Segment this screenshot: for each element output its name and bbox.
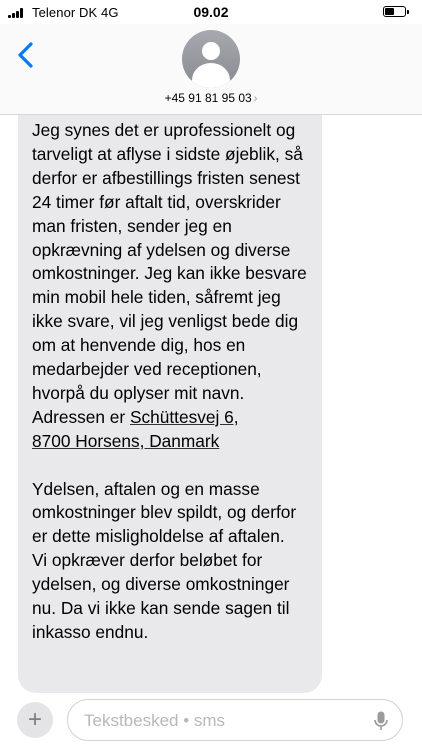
address-prefix: Adressen er: [32, 406, 130, 427]
address-link[interactable]: Schüttesvej 6,: [129, 406, 239, 427]
status-bar: [0, 0, 422, 24]
message-paragraph: Vi opkræver derfor beløbet for ydelsen, og diverse omkostninger nu. Da vi ikke kan sende sagen til inkasso endnu.: [32, 550, 290, 643]
contact-number: +45 91 81 95 03: [164, 91, 252, 105]
add-attachment-button[interactable]: [17, 702, 53, 738]
contact-details-button[interactable]: [0, 91, 422, 105]
message-thread[interactable]: [0, 115, 422, 695]
message-input[interactable]: [67, 699, 403, 741]
incoming-message-bubble[interactable]: [18, 115, 322, 693]
status-time: 09.02: [193, 4, 229, 20]
microphone-icon[interactable]: [374, 711, 388, 731]
message-address: [32, 406, 312, 454]
conversation-header: [0, 24, 422, 115]
person-icon: [202, 42, 220, 60]
plus-icon: +: [27, 706, 42, 733]
address-link-line-2[interactable]: 8700 Horsens, Danmark: [32, 430, 220, 451]
message-paragraph: Ydelsen, aftalen og en masse omkostninger blev spildt, og derfor er dette misligholdelse af aftalen.: [32, 478, 297, 547]
chevron-right-icon: ›: [253, 93, 258, 105]
message-paragraph: Jeg synes det er uprofessionelt og tarveligt at aflyse i sidste øjeblik, så derfor er afbestillings fristen senest 24 timer før aftalt tid, overskrider man fristen, sender jeg en opkrævning af ydelsen og diverse omkostninger. Jeg kan ikke besvare min mobil hele tiden, såfremt jeg ikke svare, vil jeg venligst bede dig om at henvende dig, hos en medarbejder ved receptionen, hvorpå du oplyser mit navn.: [32, 120, 307, 403]
composer-bar: [0, 695, 422, 750]
back-chevron-icon[interactable]: [14, 40, 38, 70]
contact-avatar[interactable]: [182, 30, 240, 88]
message-input-placeholder: Tekstbesked • sms: [84, 711, 226, 730]
carrier-label: Telenor DK 4G: [32, 5, 119, 20]
battery-icon: [383, 6, 406, 17]
